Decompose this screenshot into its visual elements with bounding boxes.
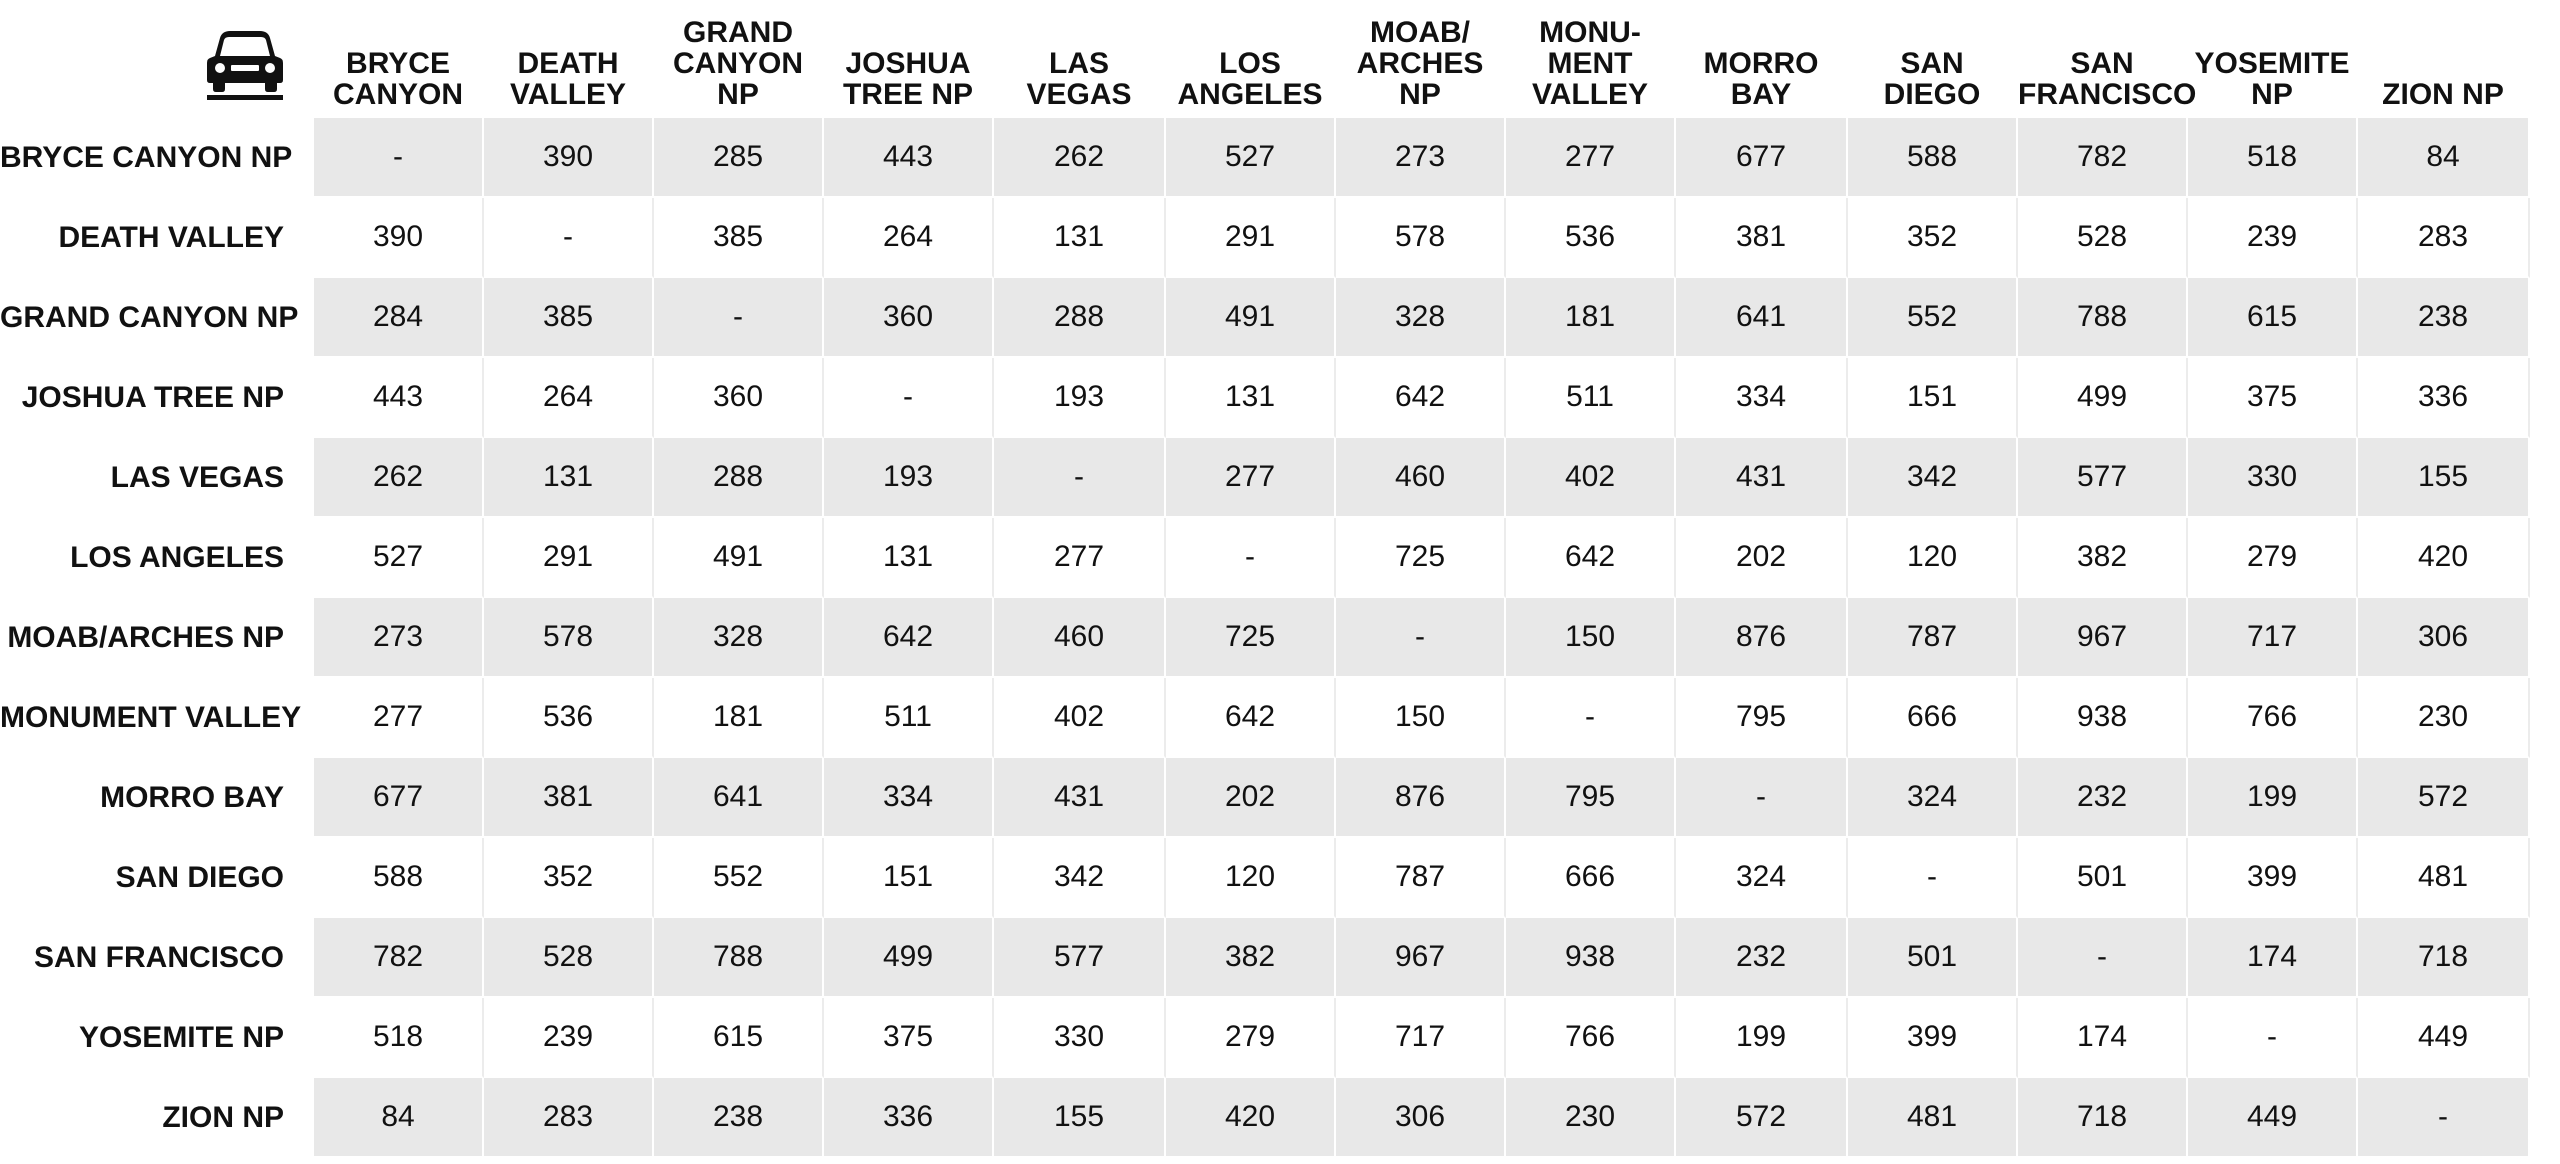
column-header: YOSEMITE NP: [2188, 0, 2358, 118]
distance-cell: 273: [1336, 118, 1506, 198]
distance-cell: 725: [1166, 598, 1336, 678]
distance-cell: 766: [2188, 678, 2358, 758]
distance-cell: 642: [1166, 678, 1336, 758]
distance-cell: 527: [314, 518, 484, 598]
distance-cell: 174: [2188, 918, 2358, 998]
table-row: [0, 518, 2530, 598]
distance-cell: 273: [314, 598, 484, 678]
distance-cell: 285: [654, 118, 824, 198]
table-row: [0, 358, 2530, 438]
distance-cell: 501: [2018, 838, 2188, 918]
distance-cell: 518: [314, 998, 484, 1078]
row-header: LOS ANGELES: [0, 518, 314, 598]
distance-cell: 420: [1166, 1078, 1336, 1158]
distance-cell: 787: [1848, 598, 2018, 678]
distance-cell: 552: [654, 838, 824, 918]
distance-cell: 264: [484, 358, 654, 438]
distance-cell: 181: [1506, 278, 1676, 358]
distance-cell: 938: [2018, 678, 2188, 758]
row-header: MORRO BAY: [0, 758, 314, 838]
distance-cell: 577: [2018, 438, 2188, 518]
distance-cell: 420: [2358, 518, 2530, 598]
distance-cell: 443: [314, 358, 484, 438]
distance-cell: -: [994, 438, 1166, 518]
distance-cell: 481: [1848, 1078, 2018, 1158]
distance-cell: 552: [1848, 278, 2018, 358]
distance-cell: 588: [1848, 118, 2018, 198]
distance-cell: -: [1336, 598, 1506, 678]
row-header: DEATH VALLEY: [0, 198, 314, 278]
distance-cell: 360: [824, 278, 994, 358]
distance-cell: 155: [994, 1078, 1166, 1158]
distance-cell: 536: [484, 678, 654, 758]
distance-cell: 460: [994, 598, 1166, 678]
distance-cell: 202: [1676, 518, 1848, 598]
distance-cell: 578: [484, 598, 654, 678]
distance-cell: 718: [2018, 1078, 2188, 1158]
distance-cell: 279: [2188, 518, 2358, 598]
distance-cell: 615: [2188, 278, 2358, 358]
distance-cell: 382: [2018, 518, 2188, 598]
row-header: MOAB/ARCHES NP: [0, 598, 314, 678]
distance-cell: 449: [2188, 1078, 2358, 1158]
distance-cell: 642: [824, 598, 994, 678]
table-row: [0, 598, 2530, 678]
distance-cell: -: [2018, 918, 2188, 998]
corner-cell: [0, 0, 314, 118]
distance-cell: 528: [484, 918, 654, 998]
distance-cell: 288: [654, 438, 824, 518]
distance-cell: 264: [824, 198, 994, 278]
column-header: SAN DIEGO: [1848, 0, 2018, 118]
distance-cell: 876: [1336, 758, 1506, 838]
distance-cell: 577: [994, 918, 1166, 998]
distance-cell: 641: [654, 758, 824, 838]
distance-cell: 641: [1676, 278, 1848, 358]
distance-cell: 511: [1506, 358, 1676, 438]
distance-cell: 390: [484, 118, 654, 198]
table-row: [0, 438, 2530, 518]
distance-cell: 385: [654, 198, 824, 278]
distance-cell: 967: [1336, 918, 1506, 998]
distance-cell: 277: [314, 678, 484, 758]
distance-cell: 262: [314, 438, 484, 518]
column-header: BRYCE CANYON: [314, 0, 484, 118]
distance-cell: 131: [484, 438, 654, 518]
distance-cell: 588: [314, 838, 484, 918]
table-row: [0, 998, 2530, 1078]
distance-cell: 431: [994, 758, 1166, 838]
distance-cell: 382: [1166, 918, 1336, 998]
column-header: ZION NP: [2358, 0, 2530, 118]
distance-cell: 572: [2358, 758, 2530, 838]
distance-cell: 174: [2018, 998, 2188, 1078]
distance-cell: 360: [654, 358, 824, 438]
distance-cell: -: [1848, 838, 2018, 918]
distance-cell: -: [484, 198, 654, 278]
distance-cell: 717: [1336, 998, 1506, 1078]
distance-cell: 193: [994, 358, 1166, 438]
distance-cell: 151: [824, 838, 994, 918]
row-header: BRYCE CANYON NP: [0, 118, 314, 198]
distance-cell: 572: [1676, 1078, 1848, 1158]
distance-cell: -: [1166, 518, 1336, 598]
distance-cell: 578: [1336, 198, 1506, 278]
distance-cell: 288: [994, 278, 1166, 358]
distance-cell: 876: [1676, 598, 1848, 678]
distance-cell: 239: [484, 998, 654, 1078]
distance-cell: 967: [2018, 598, 2188, 678]
distance-cell: 84: [314, 1078, 484, 1158]
row-header: MONUMENT VALLEY: [0, 678, 314, 758]
distance-cell: 120: [1848, 518, 2018, 598]
distance-cell: 328: [1336, 278, 1506, 358]
table-row: [0, 118, 2530, 198]
distance-cell: 330: [994, 998, 1166, 1078]
table-row: [0, 198, 2530, 278]
distance-cell: 390: [314, 198, 484, 278]
distance-cell: 449: [2358, 998, 2530, 1078]
row-header: GRAND CANYON NP: [0, 278, 314, 358]
distance-cell: 277: [994, 518, 1166, 598]
row-header: JOSHUA TREE NP: [0, 358, 314, 438]
distance-cell: 677: [314, 758, 484, 838]
distance-cell: 334: [1676, 358, 1848, 438]
distance-cell: 375: [2188, 358, 2358, 438]
distance-cell: 718: [2358, 918, 2530, 998]
distance-cell: 938: [1506, 918, 1676, 998]
distance-cell: 334: [824, 758, 994, 838]
distance-cell: 511: [824, 678, 994, 758]
distance-cell: 336: [2358, 358, 2530, 438]
car-icon: [206, 28, 284, 100]
distance-cell: 795: [1506, 758, 1676, 838]
distance-cell: 725: [1336, 518, 1506, 598]
row-header: YOSEMITE NP: [0, 998, 314, 1078]
distance-cell: -: [314, 118, 484, 198]
row-header: SAN DIEGO: [0, 838, 314, 918]
distance-cell: 642: [1336, 358, 1506, 438]
distance-cell: 402: [994, 678, 1166, 758]
distance-cell: -: [2358, 1078, 2530, 1158]
distance-cell: 202: [1166, 758, 1336, 838]
distance-cell: 238: [654, 1078, 824, 1158]
table-row: [0, 278, 2530, 358]
distance-cell: 460: [1336, 438, 1506, 518]
distance-cell: 193: [824, 438, 994, 518]
distance-cell: 324: [1848, 758, 2018, 838]
distance-cell: 291: [484, 518, 654, 598]
column-header: MONU- MENT VALLEY: [1506, 0, 1676, 118]
distance-cell: 84: [2358, 118, 2530, 198]
distance-cell: 788: [654, 918, 824, 998]
distance-cell: 518: [2188, 118, 2358, 198]
table-row: [0, 838, 2530, 918]
table-row: [0, 758, 2530, 838]
table-row: [0, 678, 2530, 758]
distance-cell: 352: [484, 838, 654, 918]
distance-cell: 677: [1676, 118, 1848, 198]
distance-cell: 381: [1676, 198, 1848, 278]
row-header: LAS VEGAS: [0, 438, 314, 518]
distance-cell: 151: [1848, 358, 2018, 438]
header-row: [0, 0, 2530, 118]
distance-cell: 120: [1166, 838, 1336, 918]
distance-cell: 131: [1166, 358, 1336, 438]
distance-cell: -: [654, 278, 824, 358]
distance-cell: 399: [1848, 998, 2018, 1078]
distance-cell: 501: [1848, 918, 2018, 998]
distance-cell: 666: [1506, 838, 1676, 918]
distance-cell: 782: [314, 918, 484, 998]
column-header: GRAND CANYON NP: [654, 0, 824, 118]
column-header: SAN FRANCISCO: [2018, 0, 2188, 118]
distance-cell: 283: [484, 1078, 654, 1158]
distance-cell: 306: [1336, 1078, 1506, 1158]
distance-cell: 324: [1676, 838, 1848, 918]
distance-cell: -: [824, 358, 994, 438]
distance-cell: 238: [2358, 278, 2530, 358]
distance-cell: 528: [2018, 198, 2188, 278]
distance-cell: 131: [824, 518, 994, 598]
distance-cell: 527: [1166, 118, 1336, 198]
distance-cell: 232: [2018, 758, 2188, 838]
distance-cell: 787: [1336, 838, 1506, 918]
distance-cell: 381: [484, 758, 654, 838]
distance-cell: -: [2188, 998, 2358, 1078]
distance-cell: 330: [2188, 438, 2358, 518]
distance-cell: 717: [2188, 598, 2358, 678]
distance-cell: 306: [2358, 598, 2530, 678]
table-row: [0, 918, 2530, 998]
column-header: MORRO BAY: [1676, 0, 1848, 118]
distance-cell: -: [1676, 758, 1848, 838]
distance-cell: 239: [2188, 198, 2358, 278]
distance-cell: 131: [994, 198, 1166, 278]
distance-cell: 342: [994, 838, 1166, 918]
distance-cell: 481: [2358, 838, 2530, 918]
distance-cell: 375: [824, 998, 994, 1078]
distance-cell: 615: [654, 998, 824, 1078]
distance-cell: 443: [824, 118, 994, 198]
distance-cell: 782: [2018, 118, 2188, 198]
column-header: MOAB/ ARCHES NP: [1336, 0, 1506, 118]
distance-cell: 230: [2358, 678, 2530, 758]
distance-cell: 788: [2018, 278, 2188, 358]
distance-cell: 283: [2358, 198, 2530, 278]
distance-cell: 291: [1166, 198, 1336, 278]
distance-cell: 795: [1676, 678, 1848, 758]
distance-cell: 279: [1166, 998, 1336, 1078]
distance-cell: 199: [1676, 998, 1848, 1078]
distance-cell: 181: [654, 678, 824, 758]
column-header: JOSHUA TREE NP: [824, 0, 994, 118]
row-header: SAN FRANCISCO: [0, 918, 314, 998]
distance-cell: 342: [1848, 438, 2018, 518]
distance-cell: 150: [1506, 598, 1676, 678]
distance-cell: 499: [824, 918, 994, 998]
column-header: DEATH VALLEY: [484, 0, 654, 118]
distance-cell: 766: [1506, 998, 1676, 1078]
distance-cell: 328: [654, 598, 824, 678]
distance-cell: 150: [1336, 678, 1506, 758]
distance-cell: 385: [484, 278, 654, 358]
distance-cell: 536: [1506, 198, 1676, 278]
distance-cell: 277: [1506, 118, 1676, 198]
distance-cell: 499: [2018, 358, 2188, 438]
distance-cell: 666: [1848, 678, 2018, 758]
distance-cell: 402: [1506, 438, 1676, 518]
distance-cell: 155: [2358, 438, 2530, 518]
column-header: LAS VEGAS: [994, 0, 1166, 118]
distance-cell: 491: [654, 518, 824, 598]
distance-cell: -: [1506, 678, 1676, 758]
distance-cell: 262: [994, 118, 1166, 198]
distance-cell: 431: [1676, 438, 1848, 518]
distance-cell: 491: [1166, 278, 1336, 358]
table-row: [0, 1078, 2530, 1158]
row-header: ZION NP: [0, 1078, 314, 1158]
distance-cell: 199: [2188, 758, 2358, 838]
distance-cell: 230: [1506, 1078, 1676, 1158]
distance-cell: 399: [2188, 838, 2358, 918]
distance-cell: 336: [824, 1078, 994, 1158]
distance-cell: 232: [1676, 918, 1848, 998]
distance-cell: 352: [1848, 198, 2018, 278]
distance-cell: 277: [1166, 438, 1336, 518]
column-header: LOS ANGELES: [1166, 0, 1336, 118]
distance-cell: 642: [1506, 518, 1676, 598]
distance-cell: 284: [314, 278, 484, 358]
